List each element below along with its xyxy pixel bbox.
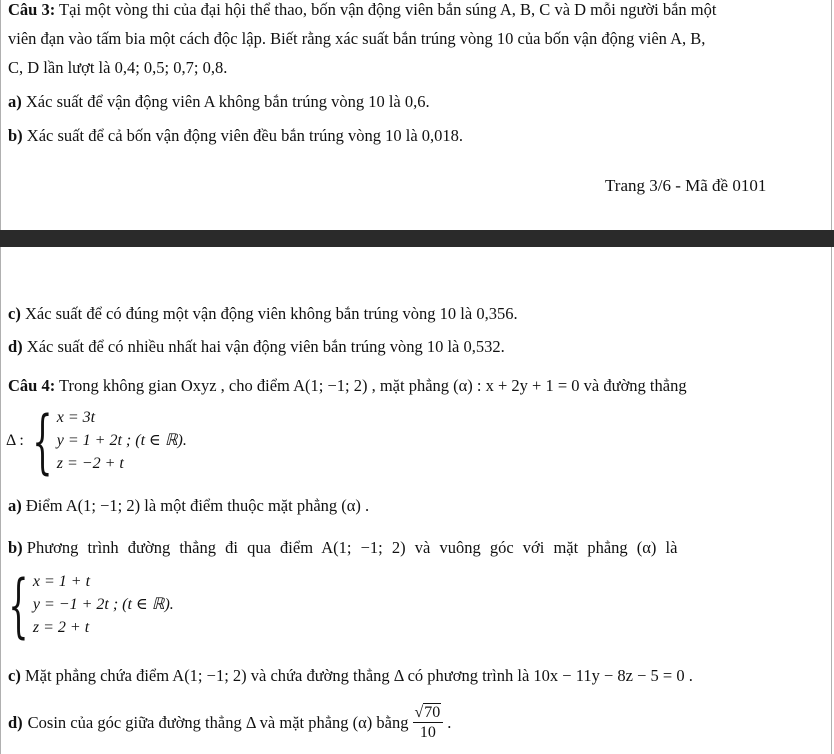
q4-d-text: Cosin của góc giữa đường thẳng Δ và mặt phẳng (α) bằng — [27, 713, 409, 732]
left-border — [0, 0, 1, 754]
q3-line-3: C, D lần lượt là 0,4; 0,5; 0,7; 0,8. — [8, 58, 228, 77]
b-eq-x: x = 1 + t — [32, 573, 91, 590]
q3-b-label: b) — [8, 126, 23, 145]
q3-label: Câu 3: — [8, 0, 56, 19]
q4-option-c — [8, 666, 693, 686]
sqrt-radicand: 70 — [424, 704, 441, 721]
left-brace: { — [8, 563, 29, 646]
q4-a-label: a) — [8, 496, 22, 515]
left-brace: { — [32, 399, 53, 482]
q3-a-text: Xác suất để vận động viên A không bắn trúng vòng 10 là 0,6. — [25, 92, 430, 111]
delta-eq-x: x = 3t — [56, 409, 96, 426]
b-eq-z: z = 2 + t — [32, 619, 90, 636]
q4-option-d — [8, 704, 451, 742]
q4-intro: Trong không gian Oxyz , cho điểm A(1; −1; 2) , mặt phẳng (α) : x + 2y + 1 = 0 và đường thẳng — [59, 376, 687, 395]
q3-option-d — [8, 337, 505, 357]
fraction-numerator: √70 — [413, 704, 444, 723]
delta-eq-y: y = 1 + 2t ; (t ∈ ℝ). — [56, 432, 187, 449]
q4-b-label: b) — [8, 538, 23, 557]
q3-b-text: Xác suất để cả bốn vận động viên đều bắn trúng vòng 10 là 0,018. — [26, 126, 464, 145]
q4-option-a — [8, 496, 369, 516]
q4-d-label: d) — [8, 713, 23, 732]
b-eq-y: y = −1 + 2t ; (t ∈ ℝ). — [32, 596, 174, 613]
q3-c-label: c) — [8, 304, 21, 323]
q4-option-b — [8, 538, 824, 558]
q3-d-label: d) — [8, 337, 23, 356]
q3-c-text: Xác suất để có đúng một vận động viên không bắn trúng vòng 10 là 0,356. — [24, 304, 518, 323]
q4-d-end: . — [447, 713, 452, 732]
q3-line-2: viên đạn vào tấm bia một cách độc lập. Biết rằng xác suất bắn trúng vòng 10 của bốn vận động viên A, B, — [8, 29, 706, 48]
q3-option-b — [8, 126, 463, 146]
b-line-system — [4, 563, 174, 646]
q4-intro-line — [8, 376, 687, 396]
delta-equations — [57, 406, 187, 475]
q4-a-text: Điểm A(1; −1; 2) là một điểm thuộc mặt phẳng (α) . — [25, 496, 370, 515]
q4-c-label: c) — [8, 666, 21, 685]
delta-line-system — [6, 399, 187, 482]
q3-line-1 — [8, 0, 716, 20]
fraction-denominator: 10 — [419, 724, 436, 741]
right-border — [831, 0, 832, 754]
delta-eq-z: z = −2 + t — [56, 455, 124, 472]
page-separator — [0, 230, 834, 247]
q4-c-text: Mặt phẳng chứa điểm A(1; −1; 2) và chứa đường thẳng Δ có phương trình là 10x − 11y − 8z − 5 = 0 . — [24, 666, 693, 685]
q3-d-text: Xác suất để có nhiều nhất hai vận động viên bắn trúng vòng 10 là 0,532. — [26, 337, 505, 356]
q3-a-label: a) — [8, 92, 22, 111]
delta-prefix: Δ : — [6, 431, 24, 449]
page-footer: Trang 3/6 - Mã đề 0101 — [605, 176, 767, 195]
sqrt-fraction — [413, 704, 444, 742]
q3-option-a — [8, 92, 430, 112]
b-equations — [33, 570, 174, 639]
q3-option-c — [8, 304, 518, 324]
q4-label: Câu 4: — [8, 376, 56, 395]
q4-b-text: Phương trình đường thẳng đi qua điểm A(1; −1; 2) và vuông góc với mặt phẳng (α) là — [26, 538, 678, 557]
q3-text-1: Tại một vòng thi của đại hội thể thao, bốn vận động viên bắn súng A, B, C và D mỗi người bắn một — [59, 0, 717, 19]
